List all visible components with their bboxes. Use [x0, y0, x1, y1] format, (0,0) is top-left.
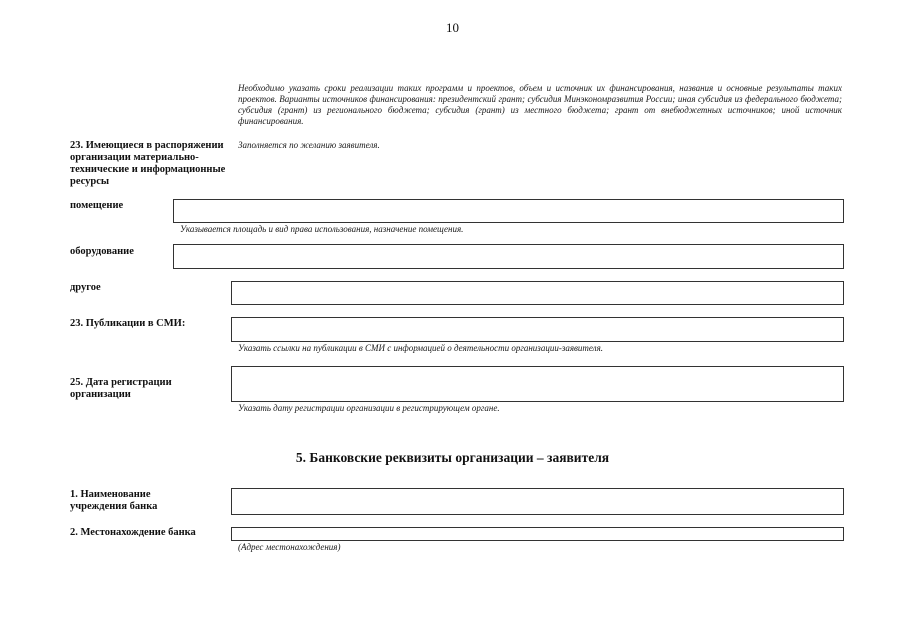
bank-location-hint: (Адрес местонахождения) — [238, 542, 341, 552]
media-label: 23. Публикации в СМИ: — [70, 318, 186, 329]
resources-note: Заполняется по желанию заявителя. — [238, 140, 380, 150]
bank-location-field[interactable] — [231, 527, 844, 541]
resources-label: 23. Имеющиеся в распоряжении организации материально-технические и информационные ресурсы — [70, 140, 226, 187]
other-label: другое — [70, 282, 101, 293]
registration-date-field[interactable] — [231, 366, 844, 402]
other-field[interactable] — [231, 281, 844, 305]
page-number: 10 — [446, 20, 459, 35]
premises-hint: Указывается площадь и вид права использования, назначение помещения. — [180, 224, 464, 234]
registration-label: 25. Дата регистрации организации — [70, 377, 172, 400]
premises-label: помещение — [70, 200, 124, 211]
bank-name-field[interactable] — [231, 488, 844, 515]
registration-hint: Указать дату регистрации организации в регистрирующем органе. — [238, 403, 500, 413]
premises-field[interactable] — [173, 199, 844, 223]
media-hint: Указать ссылки на публикации в СМИ с информацией о деятельности организации-заявителя. — [238, 343, 604, 353]
bank-name-label: 1. Наименование учреждения банка — [70, 489, 158, 512]
bank-section-title: 5. Банковские реквизиты организации – заявителя — [295, 450, 610, 465]
equipment-field[interactable] — [173, 244, 844, 269]
bank-location-label: 2. Местонахождение банка — [70, 527, 196, 538]
equipment-label: оборудование — [70, 246, 134, 257]
financing-instructions: Необходимо указать сроки реализации таких программ и проектов, объем и источник их финансирования, названия и основные результаты таких проектов. Варианты источников финансирования: президентский грант; субсидия Минэкономразвития России; иная субсидия из федерального бюджета; субсидия (грант) из регионального бюджета; субсидия (грант) из местного бюджета; грант от внебюджетных источников; иной источник финансирования. — [238, 83, 842, 126]
media-field[interactable] — [231, 317, 844, 342]
